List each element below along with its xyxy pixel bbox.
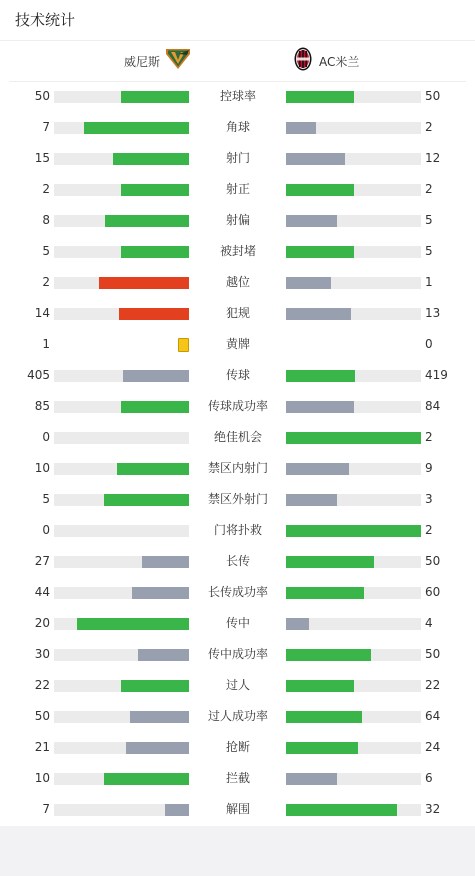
home-bar-track <box>54 804 189 816</box>
stat-label: 过人成功率 <box>207 709 268 723</box>
away-value: 13 <box>425 306 441 320</box>
home-bar-fill <box>119 308 189 320</box>
away-value: 3 <box>425 492 433 506</box>
away-bar-fill <box>286 401 354 413</box>
stat-row <box>0 330 475 361</box>
stat-label: 长传成功率 <box>207 585 268 599</box>
home-value: 14 <box>34 306 50 320</box>
stat-label: 传球 <box>225 368 250 382</box>
stat-label: 犯规 <box>225 306 250 320</box>
home-value: 85 <box>34 399 50 413</box>
away-bar-fill <box>286 525 421 537</box>
home-value: 2 <box>42 275 50 289</box>
stat-row <box>0 113 475 144</box>
home-value: 5 <box>42 244 50 258</box>
away-value: 50 <box>425 89 441 103</box>
away-value: 5 <box>425 213 433 227</box>
stat-row <box>0 144 475 175</box>
venezia-crest-icon <box>165 48 191 74</box>
away-bar-track <box>286 122 421 134</box>
stat-row <box>0 175 475 206</box>
home-value: 22 <box>34 678 50 692</box>
home-value: 30 <box>34 647 50 661</box>
away-bar-fill <box>286 618 309 630</box>
away-bar-track <box>286 494 421 506</box>
home-value: 405 <box>27 368 50 382</box>
home-bar-track <box>54 773 189 785</box>
home-value: 0 <box>42 523 50 537</box>
home-bar-track <box>54 401 189 413</box>
home-value: 0 <box>42 430 50 444</box>
home-value: 21 <box>34 740 50 754</box>
away-bar-fill <box>286 277 331 289</box>
home-bar-fill <box>117 463 189 475</box>
stat-row <box>0 485 475 516</box>
away-value: 22 <box>425 678 441 692</box>
away-bar-track <box>286 215 421 227</box>
stat-row <box>0 82 475 113</box>
home-bar-track <box>54 308 189 320</box>
stat-label: 长传 <box>225 554 250 568</box>
stats-list <box>0 82 475 826</box>
home-team-name: 威尼斯 <box>123 54 160 69</box>
home-value: 7 <box>42 120 50 134</box>
away-value: 2 <box>425 182 433 196</box>
home-value: 15 <box>34 151 50 165</box>
stat-label: 射偏 <box>225 213 250 227</box>
home-value: 10 <box>34 771 50 785</box>
home-bar-track <box>54 463 189 475</box>
away-bar-fill <box>286 494 337 506</box>
away-bar-fill <box>286 308 351 320</box>
yellow-card-icon <box>178 338 189 352</box>
home-value: 44 <box>34 585 50 599</box>
away-bar-fill <box>286 91 354 103</box>
home-bar-fill <box>121 401 189 413</box>
home-bar-fill <box>130 711 189 723</box>
away-value: 12 <box>425 151 441 165</box>
stat-label: 角球 <box>225 120 250 134</box>
stat-label: 门将扑救 <box>213 523 262 537</box>
stat-row <box>0 578 475 609</box>
stat-label: 抢断 <box>225 740 250 754</box>
away-value: 2 <box>425 430 433 444</box>
ac-milan-crest-icon <box>294 47 312 75</box>
home-value: 7 <box>42 802 50 816</box>
away-bar-track <box>286 401 421 413</box>
home-bar-track <box>54 246 189 258</box>
page-title: 技术统计 <box>15 11 76 29</box>
away-bar-fill <box>286 773 337 785</box>
away-bar-fill <box>286 463 349 475</box>
home-bar-track <box>54 680 189 692</box>
home-bar-track <box>54 525 189 537</box>
away-bar-fill <box>286 556 374 568</box>
stat-label: 传球成功率 <box>207 399 268 413</box>
home-bar-fill <box>138 649 189 661</box>
away-value: 2 <box>425 120 433 134</box>
away-value: 50 <box>425 554 441 568</box>
away-value: 0 <box>425 337 433 351</box>
away-bar-fill <box>286 122 316 134</box>
away-bar-fill <box>286 432 421 444</box>
home-value: 10 <box>34 461 50 475</box>
home-bar-track <box>54 649 189 661</box>
away-value: 2 <box>425 523 433 537</box>
away-bar-track <box>286 370 421 382</box>
away-bar-track <box>286 184 421 196</box>
stat-row <box>0 547 475 578</box>
away-bar-fill <box>286 215 337 227</box>
home-bar-fill <box>84 122 189 134</box>
home-bar-fill <box>77 618 189 630</box>
home-value: 50 <box>34 709 50 723</box>
away-bar-track <box>286 618 421 630</box>
home-bar-track <box>54 618 189 630</box>
stat-row <box>0 299 475 330</box>
home-value: 5 <box>42 492 50 506</box>
away-value: 5 <box>425 244 433 258</box>
away-bar-fill <box>286 184 354 196</box>
stat-row <box>0 609 475 640</box>
away-team <box>294 49 359 73</box>
stat-row <box>0 392 475 423</box>
away-bar-track <box>286 804 421 816</box>
away-bar-fill <box>286 153 345 165</box>
home-bar-track <box>54 711 189 723</box>
home-bar-track <box>54 215 189 227</box>
away-bar-fill <box>286 370 355 382</box>
home-value: 27 <box>34 554 50 568</box>
home-bar-fill <box>99 277 189 289</box>
home-bar-fill <box>121 184 189 196</box>
stat-row <box>0 516 475 547</box>
home-value: 50 <box>34 89 50 103</box>
away-bar-track <box>286 91 421 103</box>
away-bar-track <box>286 649 421 661</box>
home-bar-fill <box>121 246 189 258</box>
home-value: 8 <box>42 213 50 227</box>
away-bar-track <box>286 153 421 165</box>
stat-label: 射正 <box>225 182 250 196</box>
stat-label: 禁区内射门 <box>207 461 268 475</box>
home-bar-track <box>54 153 189 165</box>
away-bar-track <box>286 246 421 258</box>
stat-row <box>0 640 475 671</box>
away-bar-fill <box>286 680 354 692</box>
home-bar-track <box>54 556 189 568</box>
stat-row <box>0 702 475 733</box>
away-bar-track <box>286 463 421 475</box>
away-value: 64 <box>425 709 441 723</box>
stat-label: 拦截 <box>225 771 250 785</box>
away-bar-track <box>286 773 421 785</box>
home-bar-fill <box>121 91 189 103</box>
away-bar-track <box>286 308 421 320</box>
stat-row <box>0 423 475 454</box>
home-bar-track <box>54 494 189 506</box>
home-value: 1 <box>42 337 50 351</box>
stat-row <box>0 795 475 826</box>
stat-row <box>0 671 475 702</box>
away-bar-track <box>286 432 421 444</box>
home-value: 20 <box>34 616 50 630</box>
home-bar-fill <box>132 587 189 599</box>
home-bar-fill <box>113 153 189 165</box>
stat-label: 控球率 <box>219 89 256 103</box>
home-bar-fill <box>104 773 189 785</box>
stat-label: 绝佳机会 <box>213 430 262 444</box>
home-bar-track <box>54 587 189 599</box>
home-value: 2 <box>42 182 50 196</box>
home-bar-fill <box>104 494 189 506</box>
home-bar-fill <box>105 215 189 227</box>
away-value: 1 <box>425 275 433 289</box>
home-bar-track <box>54 742 189 754</box>
away-team-name: AC米兰 <box>319 54 360 69</box>
away-value: 60 <box>425 585 441 599</box>
away-value: 9 <box>425 461 433 475</box>
stat-row <box>0 268 475 299</box>
away-value: 32 <box>425 802 441 816</box>
away-value: 419 <box>425 368 448 382</box>
away-value: 84 <box>425 399 441 413</box>
home-bar-fill <box>121 680 189 692</box>
home-bar-track <box>54 91 189 103</box>
stat-row <box>0 733 475 764</box>
stat-row <box>0 764 475 795</box>
away-bar-track <box>286 742 421 754</box>
away-bar-track <box>286 277 421 289</box>
away-bar-fill <box>286 649 371 661</box>
stat-label: 射门 <box>225 151 250 165</box>
home-bar-fill <box>126 742 189 754</box>
away-value: 24 <box>425 740 441 754</box>
away-bar-track <box>286 680 421 692</box>
away-bar-track <box>286 587 421 599</box>
home-bar-track <box>54 184 189 196</box>
stat-row <box>0 237 475 268</box>
away-value: 50 <box>425 647 441 661</box>
stat-label: 越位 <box>225 275 250 289</box>
away-bar-fill <box>286 711 362 723</box>
home-bar-track <box>54 122 189 134</box>
stat-label: 过人 <box>225 678 250 692</box>
stat-label: 传中成功率 <box>207 647 268 661</box>
away-value: 4 <box>425 616 433 630</box>
away-bar-track <box>286 556 421 568</box>
away-value: 6 <box>425 771 433 785</box>
home-bar-track <box>54 277 189 289</box>
stat-row <box>0 206 475 237</box>
home-bar-fill <box>123 370 189 382</box>
away-bar-track <box>286 525 421 537</box>
teams-header <box>0 41 475 81</box>
home-bar-track <box>54 432 189 444</box>
home-bar-fill <box>165 804 189 816</box>
home-team <box>124 49 191 73</box>
stat-label: 被封堵 <box>219 244 256 258</box>
stat-row <box>0 361 475 392</box>
stat-label: 解围 <box>225 802 250 816</box>
away-bar-fill <box>286 804 397 816</box>
away-bar-track <box>286 711 421 723</box>
stat-label: 传中 <box>225 616 250 630</box>
stat-row <box>0 454 475 485</box>
stat-label: 黄牌 <box>225 337 250 351</box>
home-bar-track <box>54 370 189 382</box>
away-bar-fill <box>286 742 358 754</box>
stat-label: 禁区外射门 <box>207 492 268 506</box>
away-bar-fill <box>286 246 354 258</box>
home-bar-fill <box>142 556 189 568</box>
away-bar-fill <box>286 587 364 599</box>
